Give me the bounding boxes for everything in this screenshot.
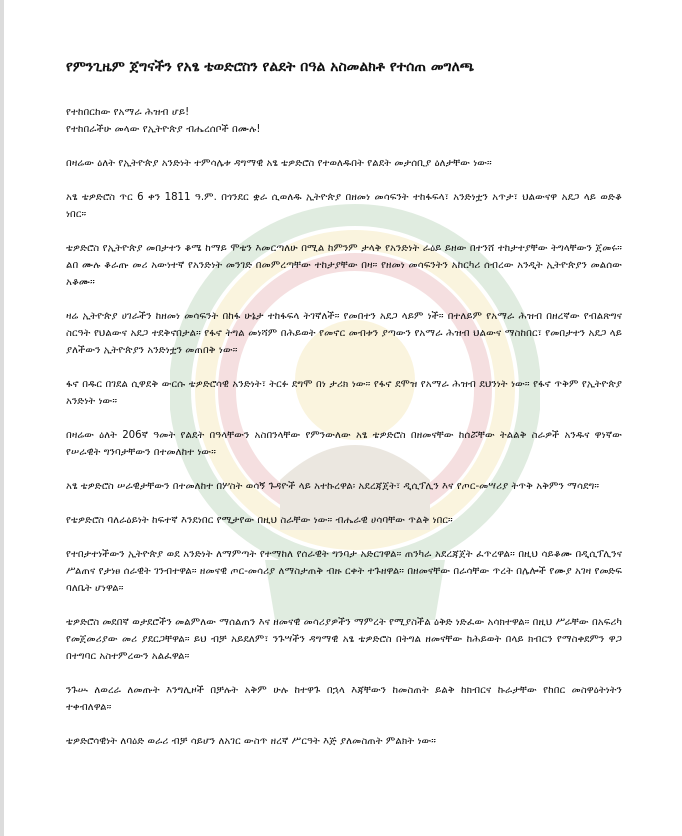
page-edge	[0, 0, 4, 836]
paragraph: በዛሬው ዕለት የኢትዮጵያ አንድነት ተምሳሌቱ ዳግማዊ አፄ ቴዎድሮስ የተወለዱበት የልደት መታሰቢያ ዕለታቸው ነው።	[66, 158, 492, 169]
paragraph: አፄ ቴዎድሮስ ሠራዊታቸውን በተመለከተ በሦስት ወሳኝ ጉዳዮች ላይ አተኩረዋል፡ አደረጃጀት፣ ዲሲፕሊን እና የጦር-መሣሪያ ትጥቅ አቅምን ማሳደግ።	[66, 481, 600, 492]
document-body	[66, 58, 622, 767]
document-title: የምንጊዜም ጀግናችን የአፄ ቴወድሮስን የልደት በዓል አስመልክቶ የተሰጠ መግለጫ	[66, 59, 475, 75]
salutation-line: የተከበራችሁ መላው የኢትዮጵያ ብሔረሰቦች በሙሉ!	[66, 124, 261, 135]
salutation-line: የተከበርከው የአማራ ሕዝብ ሆይ!	[66, 107, 190, 118]
paragraph: በዛሬው ዕለት 206ኛ ዓመት የልደት በዓላቸውን አስበንላቸው የምንውለው አፄ ቴዎድሮስ በዘመናቸው ከሰሯቸው ትልልቅ ስራዎች አንዱና ዋነኛው የሠራዊት ግንባታቸውን በተመለከተ ነው።	[66, 430, 622, 458]
paragraph: ቴዎድሮስ የኢትዮጵያ መበታተን ቆሜ ከማይ ሞቴን እመርጣለሁ በሚል ከምንም ታላቅ የአንድነት ራዕይ ይዘው በተንሸ ተከታተያቸው ትግላቸውን ጀመሩ። ልበ ሙሉ ቆራጡ መሪ አውነተኛ የአንድነት መንገድ በመምረጣቸው ተከታያቸው በዛ። የዘመነ መሳፍንትን አከርካሪ ሰብረው አንዲት ኢትዮጵያን መልሰው አቆሙ።	[66, 243, 622, 288]
paragraph: ፋኖ በዱር በገደል ሲዋደቅ ውርሱ ቴዎድሮሳዊ አንድነት፣ ትርፉ ደግሞ በነ ታሪክ ነው። የፋኖ ደሞዝ የአማራ ሕዝብ ደህንነት ነው። የፋኖ ጥቅም የኢትዮጵያ አንድነት ነው።	[66, 379, 622, 407]
paragraph: የቴዎድሮስ ባለራዕይነት ከፍተኛ እንደነበር የሚታየው በዚህ ስራቸው ነው። ብሔራዊ ሀሳባቸው ጥልቅ ነበር።	[66, 515, 453, 526]
paragraph: አፄ ቴዎድሮስ ጥር 6 ቀን 1811 ዓ.ም. በጎንደር ቋራ ሲወለዱ ኢትዮጵያ በዘመነ መሳፍንት ተከፋፍላ፣ አንድነቷን አጥታ፣ ህልውናዋ አደጋ ላይ ወድቆ ነበር።	[66, 192, 622, 220]
paragraph: ንጉሡ ለወረራ ለመጡት እንግሊዞች በቻሉት አቅም ሁሉ ከተዋጉ በኋላ እጃቸውን ከመስጠት ይልቅ ከክብርና ኩራታቸው የከበር መስዋዕትነትን ተቀብለዋል።	[66, 685, 622, 713]
paragraph: ዛሬ ኢትዮጵያ ሀገራችን ከዘመነ መሳፍንት በከፋ ሁኔታ ተከፋፍላ ትገኛለች። የመበተን አደጋ ላይም ነች። በተለይም የአማራ ሕዝብ በዘረኛው የብልጽግና ስርዓት የህልውና አደጋ ተደቅኖበታል። የፋኖ ትግል መነሻም በሕይወት የመኖር መብቱን ያጣውን የአማራ ሕዝብ ህልውና ማስከበር፣ የመበታተን አደጋ ላይ ያለችውን ኢትዮጵያን አንድነቷን መጠበቅ ነው።	[66, 311, 622, 356]
paragraph: ቴዎድሮስ መደበኛ ወታደሮችን መልምለው ማሰልጠን እና ዘመናዊ መሳሪያዎችን ማምረት የሚያስችል ዕቅድ ነድፈው አሳክተዋል። በዚህ ሥራቸው በአፍሪካ የመጀመሪያው መሪ ያደርጋቸዋል። ይህ ብቻ አይደለም፣ ንጉሣችን ዳግማዊ አፄ ቴዎድሮስ በትግል ዘመናቸው ከሕይወት በላይ ክብርን የማስቀደምን ዋጋ በተግባር አስተምረውን አልፈዋል።	[66, 617, 622, 662]
paragraph: የተበታተነችውን ኢትዮጵያ ወደ አንድነት ለማምጣት የተማከለ የሰራዊት ግንባታ አድርገዋል። ጠንካራ አደረጃጀት ፈጥረዋል። በዚህ ሳይቆሙ በዲሲፕሊንና ሥልጠና የታነፀ ሰራዊት ገንብተዋል። ዘመናዊ ጦር-መሳሪያ ለማስታጠቅ ብዙ ርቀት ተጉዘዋል። በዘመናቸው በራሳቸው ጥረት በሌሎች የሙያ አገዛ የመድፍ ባለቤት ሆነዋል።	[66, 549, 622, 594]
paragraph: ቴዎድሮሳዊነት ለባዕድ ወራሪ ብቻ ሳይሆን ለአገር ውስጥ ዘረኛ ሥርዓት እጅ ያለመስጠት ምልክት ነው።	[66, 736, 437, 747]
salutation	[66, 104, 622, 138]
